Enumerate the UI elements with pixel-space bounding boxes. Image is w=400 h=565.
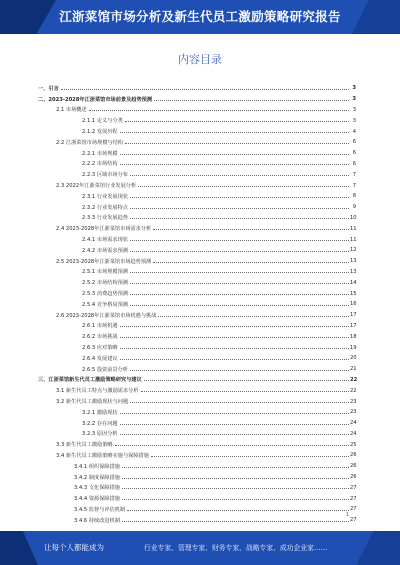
toc-entry-label: 2.1.1 定义与分类 — [82, 118, 123, 125]
toc-leader-dots — [130, 305, 349, 306]
toc-entry[interactable] — [38, 267, 356, 278]
toc-entry[interactable] — [38, 504, 356, 515]
toc-leader-dots — [154, 100, 349, 101]
toc-entry-label: 2.4 2023-2028年江浙菜馆市场需求分析 — [56, 226, 152, 233]
toc-entry[interactable] — [38, 202, 356, 213]
toc-leader-dots — [125, 143, 349, 144]
toc-entry-page: 26 — [350, 452, 357, 459]
toc-entry-label: 2.3 2022年江浙菜馆行业发展分析 — [56, 183, 137, 190]
toc-entry-page: 26 — [350, 474, 357, 481]
toc-entry-page: 24 — [350, 420, 357, 427]
toc-entry-label: 3.2.1 激励现状 — [82, 409, 118, 416]
toc-entry-label: 2.6.3 应对策略 — [82, 345, 118, 352]
toc-entry-label: 3.4 新生代员工激励策略实施与保障措施 — [56, 452, 149, 459]
toc-entry-page: 10 — [350, 214, 357, 221]
toc-entry-label: 一、引言 — [38, 85, 59, 92]
toc-leader-dots — [158, 316, 349, 317]
toc-entry-page: 7 — [352, 182, 356, 189]
toc-entry[interactable] — [38, 223, 356, 234]
toc-entry-label: 2.3.2 行业发展特点 — [82, 204, 128, 211]
toc-leader-dots — [120, 348, 349, 349]
toc-leader-dots — [120, 359, 349, 360]
toc-entry[interactable] — [38, 493, 356, 504]
toc-entry-label: 2.6 2023-2028年江浙菜馆市场机遇与挑战 — [56, 312, 157, 319]
toc-entry[interactable] — [38, 407, 356, 418]
toc-leader-dots — [130, 283, 349, 284]
toc-entry-page: 27 — [350, 506, 357, 513]
toc-entry[interactable] — [38, 364, 356, 375]
toc-entry-page: 17 — [350, 322, 357, 329]
toc-leader-dots — [153, 229, 349, 230]
toc-entry-page: 13 — [350, 268, 357, 275]
toc-leader-dots — [144, 380, 349, 381]
toc-entry-page: 22 — [350, 387, 357, 394]
toc-entry-label: 3.4.4 资源保障措施 — [74, 496, 120, 503]
toc-entry[interactable] — [38, 83, 356, 94]
footer-accent-right — [356, 531, 400, 565]
toc-entry[interactable] — [38, 375, 356, 386]
toc-entry-label: 3.4.2 制度保障措施 — [74, 474, 120, 481]
toc-leader-dots — [130, 402, 349, 403]
toc-leader-dots — [122, 467, 349, 468]
toc-entry-label: 2.5.4 竞争格局预测 — [82, 301, 128, 308]
toc-entry-label: 2.5 2023-2028年江浙菜馆市场趋势预测 — [56, 258, 152, 265]
toc-entry-page: 3 — [352, 85, 356, 92]
document-title: 江浙菜馆市场分析及新生代员工激励策略研究报告 — [59, 9, 341, 24]
toc-leader-dots — [120, 154, 349, 155]
toc-leader-dots — [138, 186, 349, 187]
toc-heading: 内容目录 — [178, 53, 222, 66]
toc-entry[interactable] — [38, 331, 356, 342]
toc-entry[interactable] — [38, 245, 356, 256]
toc-entry-page: 27 — [350, 495, 357, 502]
toc-entry[interactable] — [38, 288, 356, 299]
toc-entry[interactable] — [38, 418, 356, 429]
toc-entry-label: 2.2.2 市场结构 — [82, 161, 118, 168]
toc-leader-dots — [120, 424, 349, 425]
toc-entry[interactable] — [38, 137, 356, 148]
toc-entry-page: 8 — [352, 193, 356, 200]
toc-entry-page: 12 — [350, 247, 357, 254]
toc-entry-label: 3.2.3 原因分析 — [82, 431, 118, 438]
toc-entry-page: 6 — [352, 139, 356, 146]
toc-entry-label: 2.5.2 市场结构预测 — [82, 280, 128, 287]
toc-entry-page: 11 — [350, 236, 357, 243]
toc-entry-label: 2.5.3 消费趋势预测 — [82, 291, 128, 298]
toc-entry[interactable] — [38, 321, 356, 332]
toc-entry-label: 2.2.1 市场规模 — [82, 150, 118, 157]
toc-entry[interactable] — [38, 299, 356, 310]
toc-entry[interactable] — [38, 191, 356, 202]
page-number: 1 — [346, 512, 350, 518]
toc-entry-label: 2.5.1 市场规模预测 — [82, 269, 128, 276]
toc-entry-page: 6 — [352, 150, 356, 157]
toc-entry-label: 3.4.1 组织保障措施 — [74, 463, 120, 470]
toc-entry-label: 2.6.2 市场挑战 — [82, 334, 118, 341]
footer-accent-left — [0, 531, 38, 565]
toc-leader-dots — [89, 110, 349, 111]
toc-entry-page: 11 — [350, 225, 357, 232]
toc-entry[interactable] — [38, 482, 356, 493]
toc-entry[interactable] — [38, 169, 356, 180]
table-of-contents — [38, 83, 356, 526]
toc-entry-page: 14 — [350, 279, 357, 286]
toc-entry[interactable] — [38, 450, 356, 461]
footer-slogan: 让每个人都能成为 — [44, 543, 104, 552]
toc-entry[interactable] — [38, 515, 356, 526]
toc-entry-label: 2.6.1 市场机遇 — [82, 323, 118, 330]
toc-leader-dots — [130, 272, 349, 273]
toc-entry[interactable] — [38, 115, 356, 126]
toc-entry-label: 2.4.2 市场需求预测 — [82, 247, 128, 254]
toc-entry[interactable] — [38, 180, 356, 191]
toc-entry[interactable] — [38, 277, 356, 288]
toc-leader-dots — [153, 262, 349, 263]
toc-entry-label: 2.4.1 市场需求现状 — [82, 237, 128, 244]
toc-entry[interactable] — [38, 342, 356, 353]
toc-entry-page: 16 — [350, 301, 357, 308]
toc-entry-label: 2.6.5 投资前景分析 — [82, 366, 128, 373]
toc-entry[interactable] — [38, 234, 356, 245]
toc-leader-dots — [122, 478, 349, 479]
toc-entry-label: 3.1 新生代员工特点与激励需求分析 — [56, 388, 139, 395]
toc-entry[interactable] — [38, 439, 356, 450]
toc-entry-label: 2.2 江浙菜馆市场规模与结构 — [56, 139, 123, 146]
toc-entry[interactable] — [38, 159, 356, 170]
toc-entry[interactable] — [38, 148, 356, 159]
toc-entry[interactable] — [38, 461, 356, 472]
toc-leader-dots — [125, 121, 349, 122]
toc-leader-dots — [120, 326, 349, 327]
toc-entry[interactable] — [38, 256, 356, 267]
toc-entry-page: 24 — [350, 430, 357, 437]
toc-entry-page: 25 — [350, 441, 357, 448]
toc-entry[interactable] — [38, 385, 356, 396]
footer-bar — [0, 531, 400, 565]
toc-leader-dots — [130, 197, 349, 198]
toc-entry-page: 9 — [352, 204, 356, 211]
toc-entry-page: 27 — [350, 517, 357, 524]
toc-entry-page: 3 — [352, 117, 356, 124]
toc-leader-dots — [122, 499, 349, 500]
toc-leader-dots — [61, 89, 349, 90]
toc-entry-page: 7 — [352, 171, 356, 178]
toc-leader-dots — [115, 445, 349, 446]
toc-entry-page: 4 — [352, 128, 356, 135]
toc-entry-label: 3.4.6 持续改进机制 — [74, 517, 120, 524]
toc-entry-page: 15 — [350, 290, 357, 297]
toc-entry[interactable] — [38, 94, 356, 105]
toc-entry-page: 22 — [350, 376, 358, 383]
toc-entry-page: 17 — [350, 312, 357, 319]
toc-entry[interactable] — [38, 310, 356, 321]
toc-entry[interactable] — [38, 396, 356, 407]
toc-entry[interactable] — [38, 472, 356, 483]
toc-entry[interactable] — [38, 126, 356, 137]
toc-entry-page: 27 — [350, 484, 357, 491]
toc-entry-page: 3 — [352, 106, 356, 113]
toc-entry-page: 19 — [350, 344, 357, 351]
toc-entry[interactable] — [38, 353, 356, 364]
toc-entry[interactable] — [38, 105, 356, 116]
toc-leader-dots — [122, 488, 349, 489]
toc-entry[interactable] — [38, 213, 356, 224]
toc-entry-page: 26 — [350, 463, 357, 470]
toc-entry-page: 21 — [350, 366, 357, 373]
toc-entry-label: 三、江浙菜馆新生代员工激励策略研究与建议 — [38, 377, 142, 384]
toc-leader-dots — [130, 240, 349, 241]
toc-entry-page: 13 — [350, 258, 357, 265]
toc-entry-page: 6 — [352, 160, 356, 167]
toc-leader-dots — [151, 456, 349, 457]
header-bar — [0, 0, 400, 34]
toc-entry-label: 3.2 新生代员工激励现状与问题 — [56, 399, 129, 405]
toc-entry-label: 2.3.1 行业发展现状 — [82, 193, 128, 200]
footer-roles: 行业专家、管理专家、财务专家、战略专家、成功企业家…… — [144, 544, 328, 552]
toc-entry-label: 2.6.4 发展建议 — [82, 355, 118, 362]
toc-entry-label: 2.2.3 区域市场分布 — [82, 172, 128, 179]
toc-entry-label: 3.4.3 文化保障措施 — [74, 485, 120, 492]
toc-entry-label: 2.1.2 发展历程 — [82, 129, 118, 136]
toc-leader-dots — [130, 218, 349, 219]
toc-entry-label: 2.3.3 行业发展趋势 — [82, 215, 128, 222]
toc-entry-label: 3.2.2 存在问题 — [82, 420, 118, 427]
toc-leader-dots — [130, 175, 349, 176]
toc-leader-dots — [122, 521, 349, 522]
toc-entry-label: 3.4.5 监督与评估机制 — [74, 506, 126, 513]
toc-entry-page: 23 — [350, 398, 357, 405]
toc-leader-dots — [120, 164, 349, 165]
toc-entry-page: 23 — [350, 409, 357, 416]
toc-leader-dots — [130, 208, 349, 209]
toc-leader-dots — [130, 294, 349, 295]
toc-leader-dots — [120, 337, 349, 338]
toc-leader-dots — [120, 132, 349, 133]
toc-leader-dots — [141, 391, 349, 392]
toc-entry-label: 2.1 市场概述 — [56, 107, 87, 114]
toc-entry-label: 3.3 新生代员工激励策略 — [56, 442, 113, 449]
toc-entry-label: 二、2023-2028年江浙菜馆市场前景及趋势预测 — [38, 96, 153, 103]
toc-leader-dots — [120, 434, 349, 435]
toc-entry-page: 18 — [350, 333, 357, 340]
toc-entry-page: 20 — [350, 355, 357, 362]
toc-entry[interactable] — [38, 429, 356, 440]
toc-leader-dots — [130, 251, 349, 252]
toc-leader-dots — [120, 413, 349, 414]
toc-leader-dots — [127, 510, 349, 511]
toc-entry-page: 3 — [352, 96, 356, 103]
toc-leader-dots — [130, 370, 349, 371]
